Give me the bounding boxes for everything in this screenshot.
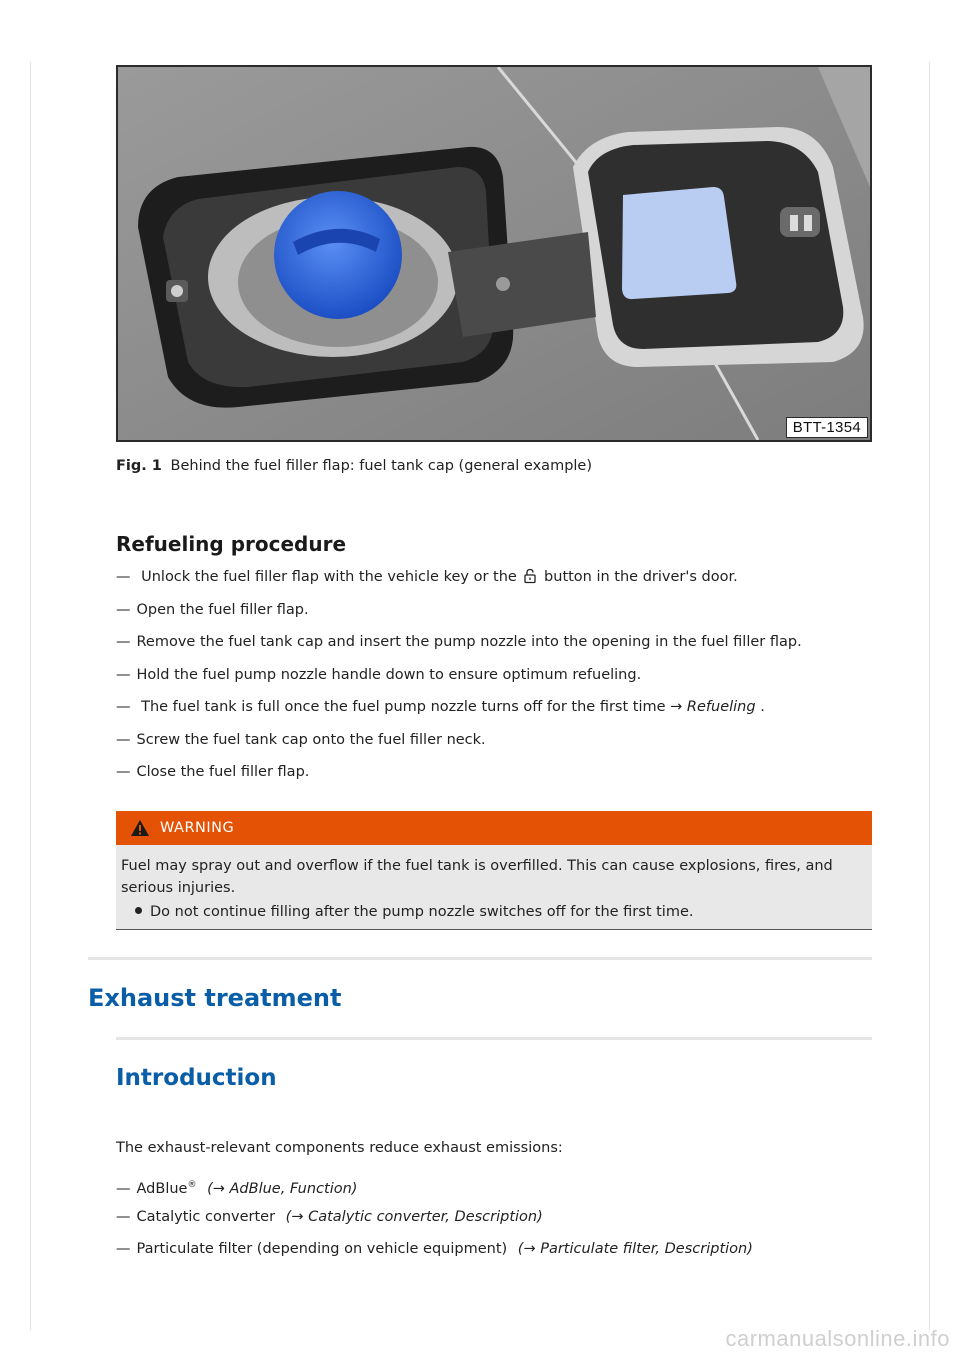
warning-text: Fuel may spray out and overflow if the fuel tank is overfilled. This can cause explosions, fires, and serious injuries. xyxy=(121,858,833,896)
warning-title: WARNING xyxy=(160,820,235,836)
page-left-border xyxy=(30,62,31,1330)
section-divider xyxy=(88,957,872,960)
registered-mark: ® xyxy=(187,1180,197,1190)
page-right-border xyxy=(929,62,930,1330)
list-item xyxy=(116,1174,753,1206)
fuel-filler-figure xyxy=(116,65,872,442)
step-text: Close the fuel filler flap. xyxy=(136,764,310,780)
particulate-filter-link[interactable]: (→ Particulate filter, Description) xyxy=(517,1241,753,1257)
warning-bullet xyxy=(121,901,862,923)
step-item xyxy=(116,664,876,697)
step-item xyxy=(116,599,876,632)
warning-triangle-icon xyxy=(130,819,150,837)
unlock-icon xyxy=(523,568,537,591)
figure-caption-text: Behind the fuel filler flap: fuel tank cap (general example) xyxy=(170,458,592,474)
step-item xyxy=(116,761,876,794)
exhaust-components-list xyxy=(116,1174,753,1270)
bullet-dot xyxy=(135,907,142,914)
warning-header xyxy=(116,811,872,845)
refueling-heading: Refueling procedure xyxy=(116,532,347,556)
intro-text: The exhaust-relevant components reduce exhaust emissions: xyxy=(116,1140,563,1156)
step-item xyxy=(116,631,876,664)
step-text: Remove the fuel tank cap and insert the pump nozzle into the opening in the fuel filler flap. xyxy=(136,634,802,650)
figure-code: BTT-1354 xyxy=(786,417,868,438)
step-text: Hold the fuel pump nozzle handle down to ensure optimum refueling. xyxy=(136,666,642,683)
fuel-filler-illustration xyxy=(118,67,870,440)
step-text: The fuel tank is full once the fuel pump nozzle turns off for the first time xyxy=(141,699,666,715)
figure-caption-label: Fig. 1 xyxy=(116,458,162,474)
list-text: Particulate filter (depending on vehicle equipment) xyxy=(136,1241,508,1257)
list-dash: — xyxy=(116,1241,131,1257)
step-dash: — xyxy=(116,634,131,650)
step-dash: — xyxy=(116,764,131,780)
refueling-steps xyxy=(116,566,876,794)
fuel-cap xyxy=(274,191,402,319)
list-text: AdBlue xyxy=(136,1180,188,1197)
arrow-right-icon: → xyxy=(670,699,683,715)
warning-box xyxy=(116,811,872,930)
refueling-link[interactable] xyxy=(670,699,755,715)
list-item xyxy=(116,1238,753,1270)
step-text-after: button in the driver's door. xyxy=(544,569,738,585)
subsection-divider xyxy=(116,1037,872,1040)
list-item xyxy=(116,1206,753,1238)
watermark: carmanualsonline.info xyxy=(725,1326,950,1351)
exhaust-heading: Exhaust treatment xyxy=(88,984,342,1012)
figure-caption xyxy=(116,458,592,474)
step-text: Unlock the fuel filler flap with the vehicle key or the xyxy=(141,569,517,585)
step-text-after: . xyxy=(760,699,765,715)
catalytic-converter-link[interactable]: (→ Catalytic converter, Description) xyxy=(285,1209,543,1225)
warning-body xyxy=(116,845,872,930)
step-dash: — xyxy=(116,666,131,683)
step-item xyxy=(116,729,876,762)
step-text: Screw the fuel tank cap onto the fuel filler neck. xyxy=(136,731,486,748)
list-dash: — xyxy=(116,1209,131,1225)
step-dash: — xyxy=(116,569,131,585)
warning-bullet-text: Do not continue filling after the pump nozzle switches off for the first time. xyxy=(150,904,694,920)
list-dash: — xyxy=(116,1180,131,1197)
step-dash: — xyxy=(116,731,131,748)
step-text: Open the fuel filler flap. xyxy=(136,601,309,618)
step-item xyxy=(116,566,876,599)
step-dash: — xyxy=(116,601,131,618)
link-text: Refueling xyxy=(686,699,756,715)
step-item xyxy=(116,696,876,729)
adblue-link[interactable]: (→ AdBlue, Function) xyxy=(207,1180,358,1197)
introduction-heading: Introduction xyxy=(116,1065,277,1091)
list-text: Catalytic converter xyxy=(136,1209,276,1225)
step-dash: — xyxy=(116,699,131,715)
